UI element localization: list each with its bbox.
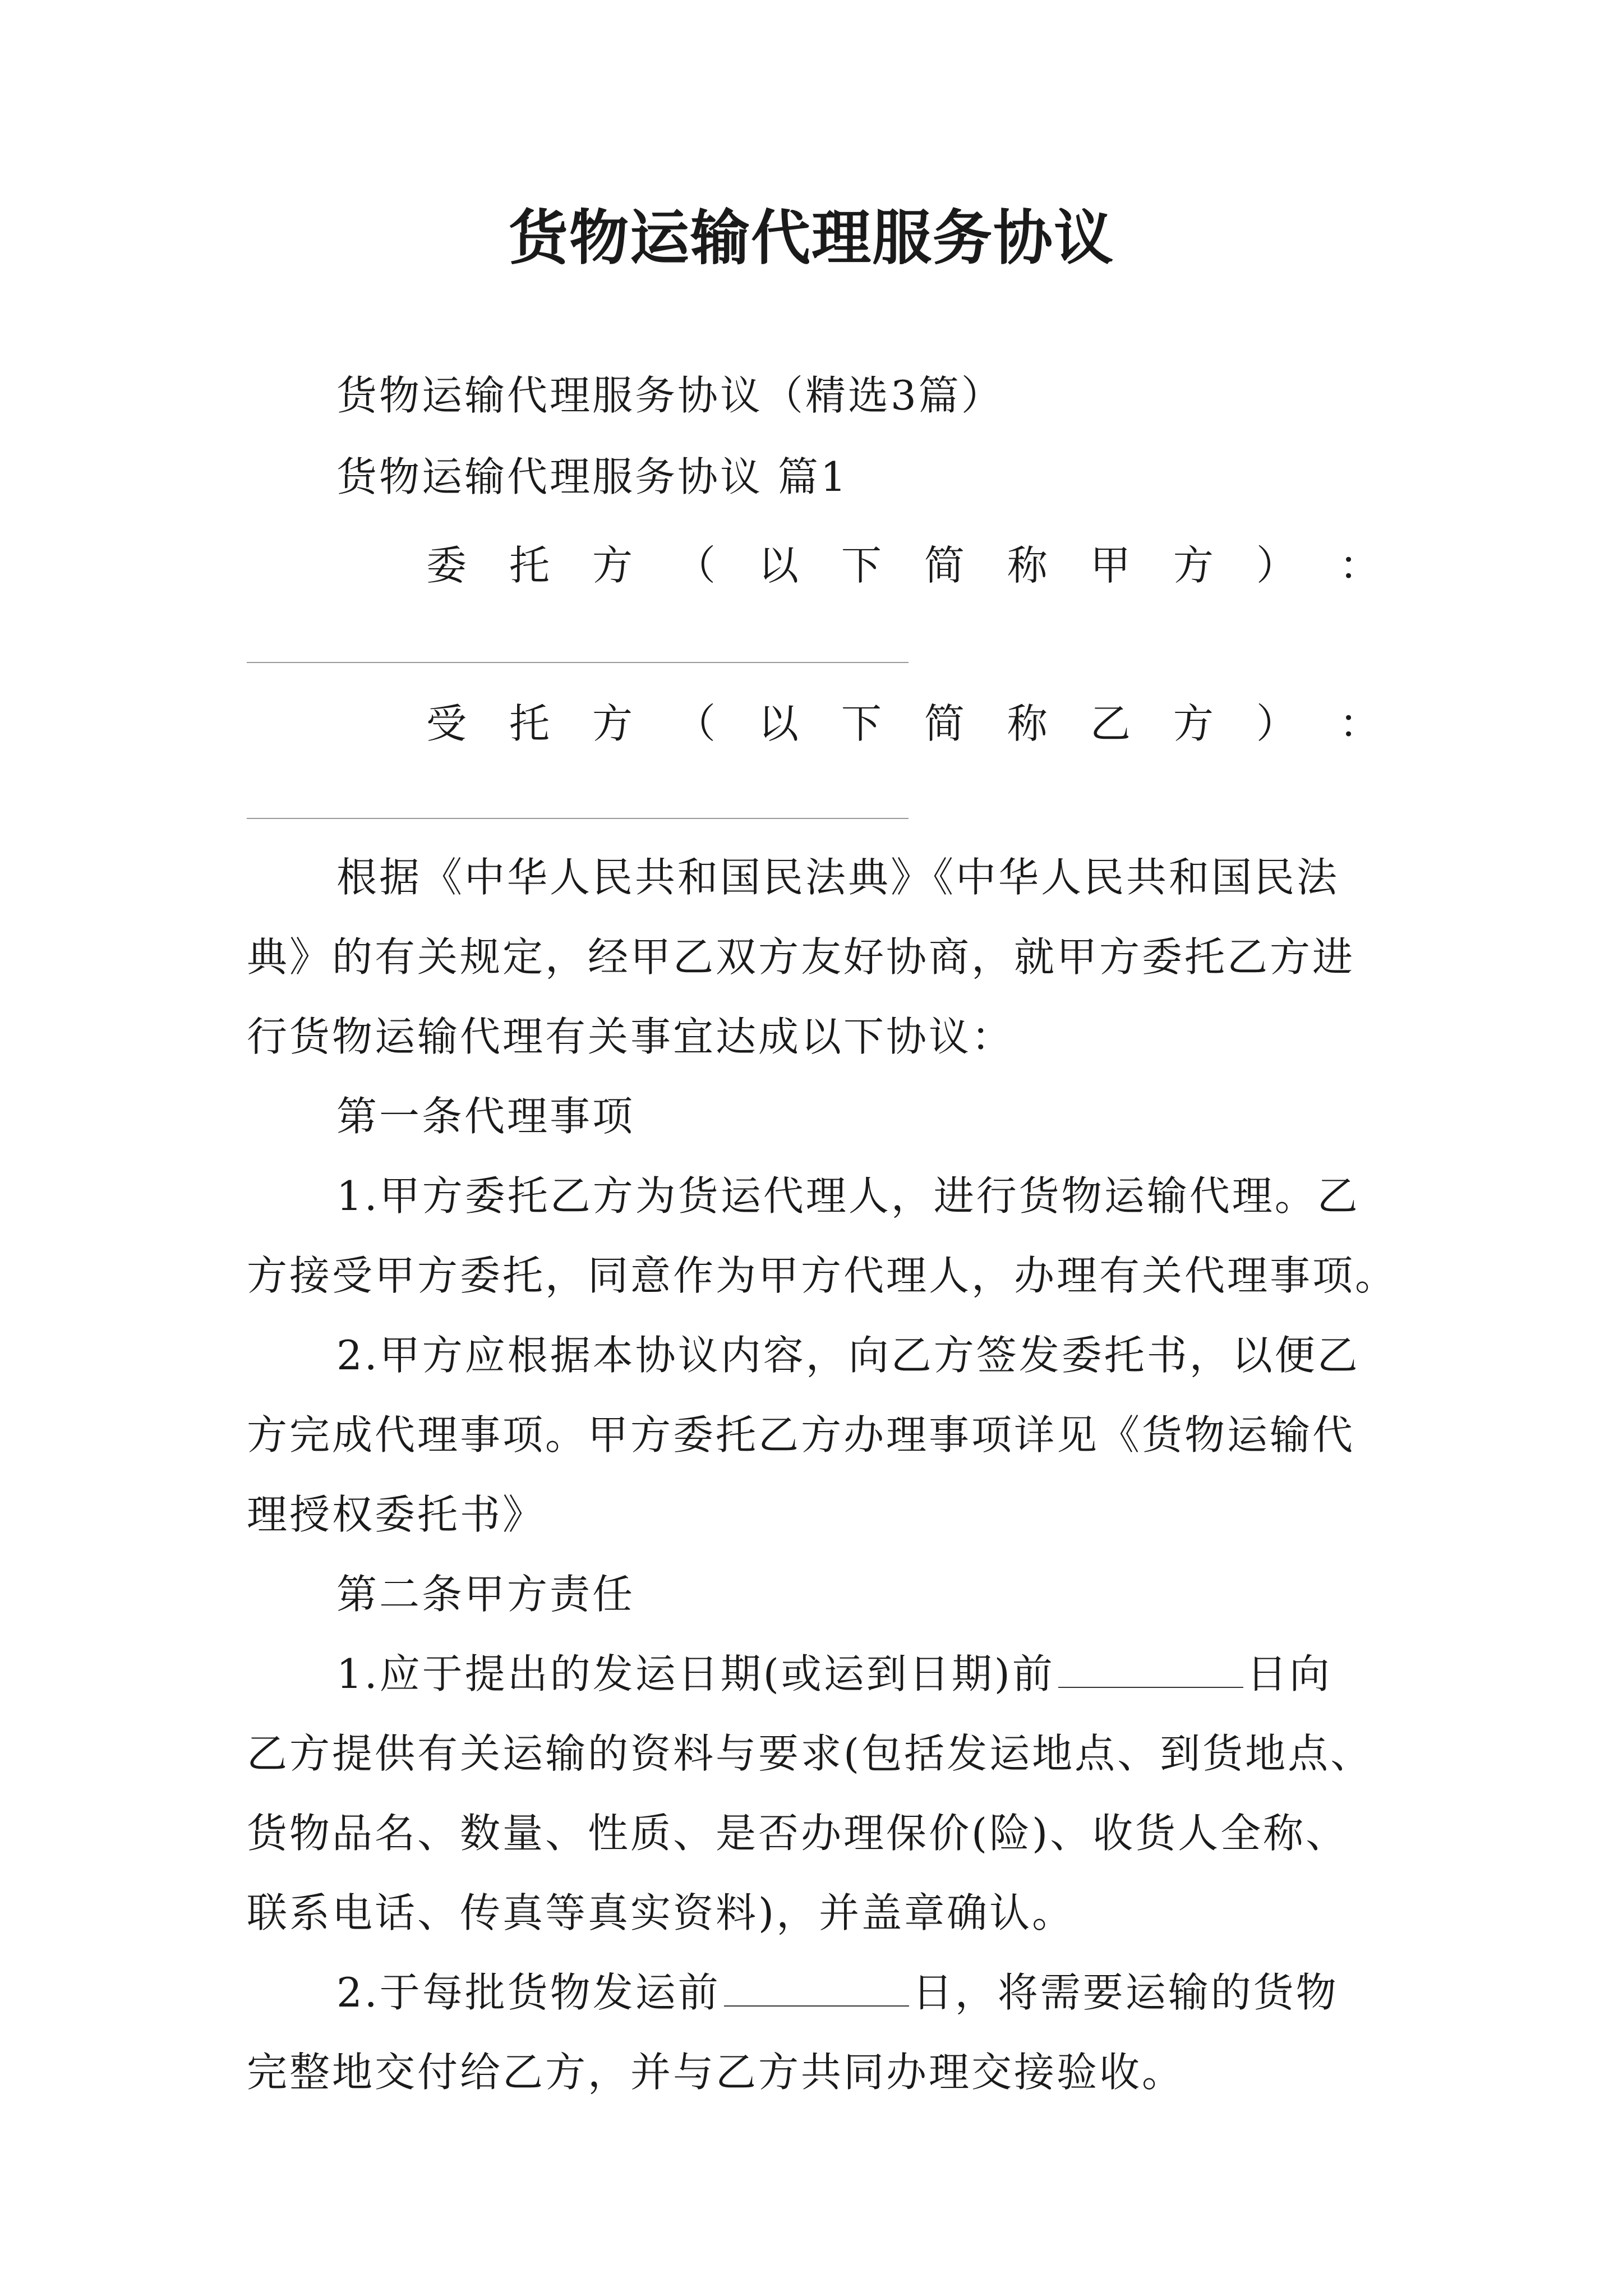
agent-label-char: 受 bbox=[426, 700, 467, 747]
agent-label-char: ： bbox=[1339, 700, 1380, 747]
article2-item1-text: 日向 bbox=[1246, 1650, 1332, 1697]
document-title: 货物运输代理服务协议 bbox=[509, 204, 1114, 273]
principal-label-char: 以 bbox=[758, 542, 799, 589]
article1-item1-line: 方接受甲方委托，同意作为甲方代理人，办理有关代理事项。 bbox=[247, 1252, 1398, 1299]
principal-label-char: 下 bbox=[841, 542, 882, 589]
agent-label-char: 托 bbox=[509, 700, 550, 747]
agent-label-char: 乙 bbox=[1090, 700, 1131, 747]
intro-line: 根据《中华人民共和国民法典》《中华人民共和国民法 bbox=[336, 854, 1340, 901]
article1-item2-line: 理授权委托书》 bbox=[247, 1491, 546, 1538]
section-heading: 货物运输代理服务协议 篇1 bbox=[336, 453, 849, 500]
principal-label-char: 称 bbox=[1007, 542, 1048, 589]
principal-signature-line bbox=[247, 662, 909, 663]
agent-label-char: 称 bbox=[1007, 700, 1048, 747]
agent-label-char: 以 bbox=[758, 700, 799, 747]
article2-item1-line: 货物品名、数量、性质、是否办理保价(险)、收货人全称、 bbox=[247, 1810, 1349, 1857]
article2-item1-line: 联系电话、传真等真实资料)，并盖章确认。 bbox=[247, 1889, 1075, 1936]
article1-item1-line: 1.甲方委托乙方为货运代理人，进行货物运输代理。乙 bbox=[336, 1172, 1360, 1220]
article2-item2-text: 2.于每批货物发运前 bbox=[336, 1969, 721, 2016]
agent-label-char: 方 bbox=[1173, 700, 1214, 747]
article2-item1-first-line bbox=[336, 1646, 1503, 1702]
agent-label-char: ） bbox=[1256, 700, 1297, 747]
intro-line: 行货物运输代理有关事宜达成以下协议： bbox=[247, 1013, 1015, 1060]
principal-label-char: 托 bbox=[509, 542, 550, 589]
article1-item2-line: 方完成代理事项。甲方委托乙方办理事项详见《货物运输代 bbox=[247, 1411, 1355, 1458]
principal-label-char: （ bbox=[675, 542, 716, 589]
intro-line: 典》的有关规定，经甲乙双方友好协商，就甲方委托乙方进 bbox=[247, 933, 1355, 981]
days-fill-blank bbox=[1058, 1646, 1243, 1688]
principal-label-char: 简 bbox=[924, 542, 965, 589]
agent-signature-line bbox=[247, 818, 909, 819]
article2-heading: 第二条甲方责任 bbox=[336, 1571, 635, 1618]
agent-label-char: 简 bbox=[924, 700, 965, 747]
document-subtitle: 货物运输代理服务协议（精选3篇） bbox=[336, 372, 1004, 419]
principal-label-char: ） bbox=[1256, 542, 1297, 589]
agent-label-char: 下 bbox=[841, 700, 882, 747]
principal-label-char: 方 bbox=[1173, 542, 1214, 589]
article2-item1-line: 乙方提供有关运输的资料与要求(包括发运地点、到货地点、 bbox=[247, 1730, 1373, 1777]
article1-heading: 第一条代理事项 bbox=[336, 1093, 635, 1140]
article2-item2-first-line bbox=[336, 1964, 1503, 2021]
principal-label bbox=[426, 537, 1380, 593]
agent-label-char: 方 bbox=[592, 700, 633, 747]
days-fill-blank bbox=[724, 1965, 909, 2007]
principal-label-char: 委 bbox=[426, 542, 467, 589]
article2-item1-text: 1.应于提出的发运日期(或运到日期)前 bbox=[336, 1650, 1055, 1697]
agent-label-char: （ bbox=[675, 700, 716, 747]
agent-label bbox=[426, 696, 1380, 752]
principal-label-char: 甲 bbox=[1090, 542, 1131, 589]
principal-label-char: 方 bbox=[592, 542, 633, 589]
article2-item2-text: 日，将需要运输的货物 bbox=[912, 1969, 1339, 2016]
article2-item2-line: 完整地交付给乙方，并与乙方共同办理交接验收。 bbox=[247, 2049, 1185, 2096]
principal-label-char: ： bbox=[1339, 542, 1380, 589]
article1-item2-line: 2.甲方应根据本协议内容，向乙方签发委托书，以便乙 bbox=[336, 1332, 1360, 1379]
